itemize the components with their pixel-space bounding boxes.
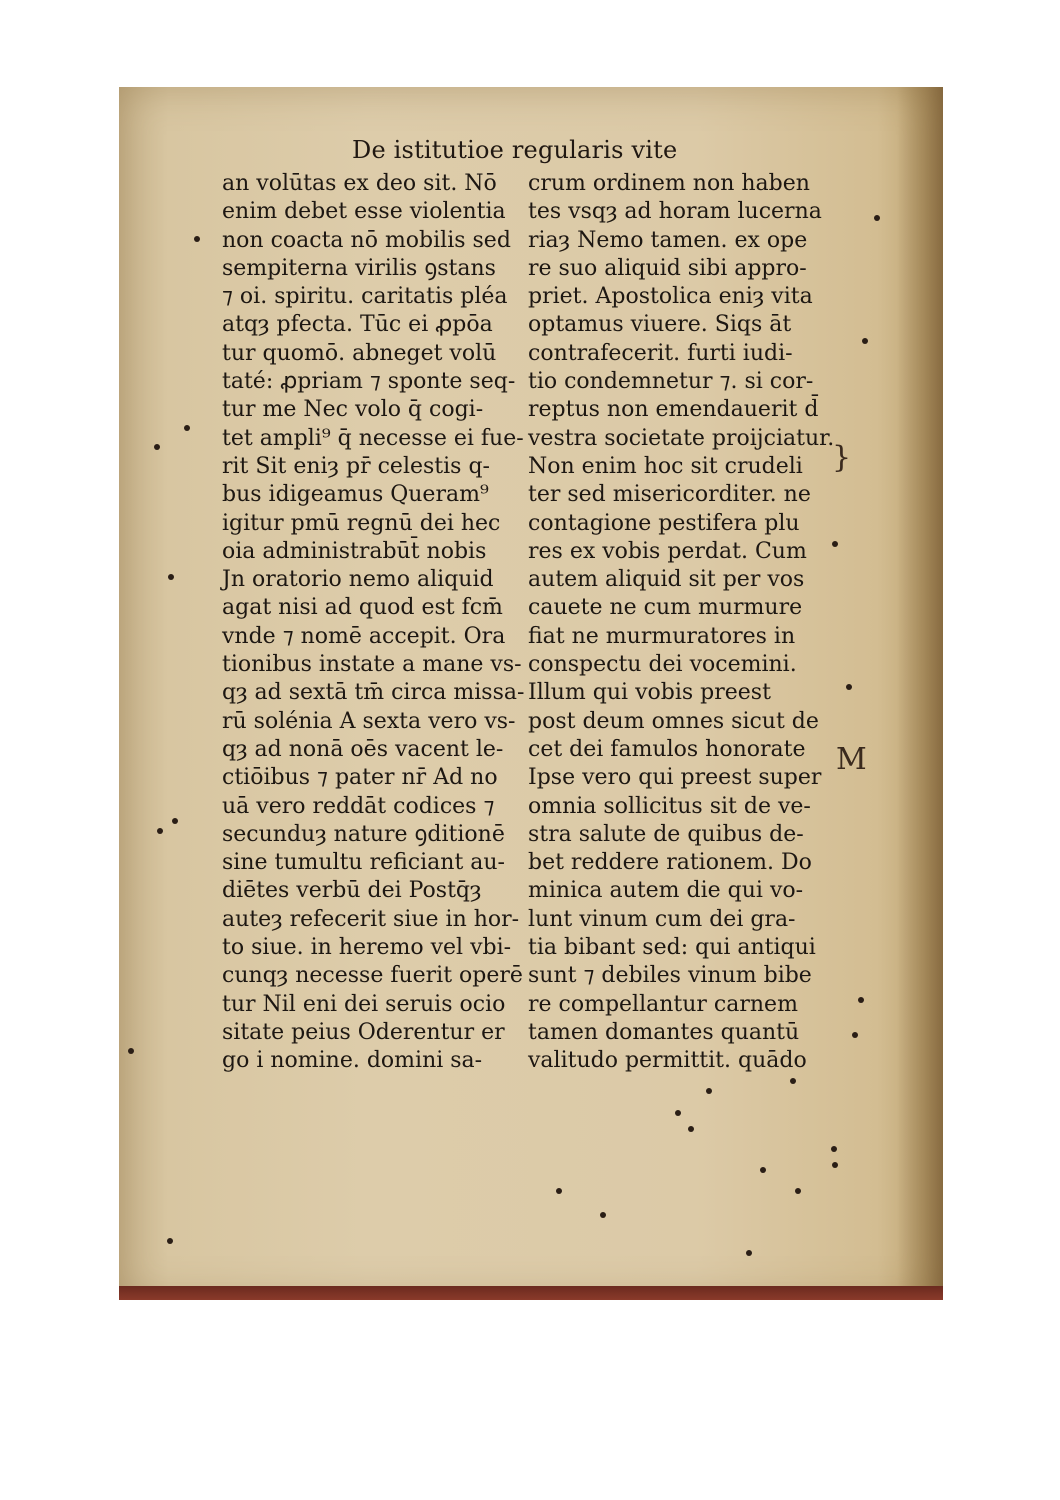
text-line: minica autem die qui vo- — [528, 878, 804, 904]
text-line: go i nomine. domini sa- — [222, 1048, 483, 1074]
text-line: tio condemnetur ⁊. si cor- — [528, 369, 814, 395]
ink-speck — [675, 1110, 681, 1116]
text-line: contagione pestifera plu — [528, 510, 800, 536]
text-line: enim debet esse violentia — [222, 199, 506, 225]
text-line: tia bibant sed: qui antiqui — [528, 935, 816, 961]
margin-bracket-mark: } — [832, 440, 852, 475]
text-line: stra salute de quibus de- — [528, 821, 804, 847]
text-line: tes vsqȝ ad horam lucerna — [528, 199, 822, 225]
text-line: tet ampli⁹ q̄ necesse ei fue- — [222, 425, 524, 451]
text-line: agat nisi ad quod est fcm̄ — [222, 595, 503, 621]
text-line: oia administrabūt̄ nobis — [222, 538, 487, 564]
ink-speck — [746, 1250, 752, 1256]
ink-speck — [795, 1188, 801, 1194]
text-line: lunt vinum cum dei gra- — [528, 906, 796, 932]
text-line: optamus viuere. Siqs āt — [528, 312, 792, 338]
text-line: an volūtas ex deo sit. Nō — [222, 171, 497, 196]
text-line: to siue. in heremo vel vbi- — [222, 935, 512, 961]
text-line: rit Sit eniȝ pr̄ celestis q- — [222, 453, 490, 479]
page-gutter-shadow — [897, 87, 943, 1300]
ink-speck — [846, 684, 852, 690]
text-line: atqȝ pfecta. Tūc ei ꝓpōa — [222, 312, 493, 338]
ink-speck — [600, 1212, 606, 1218]
text-line: secunduȝ nature ꝯditionē — [222, 821, 505, 847]
text-line: sitate peius Oderentur er — [222, 1019, 505, 1045]
text-line: valitudo permittit. quādo — [528, 1048, 807, 1074]
ink-speck — [874, 215, 880, 221]
ink-speck — [556, 1188, 562, 1194]
text-line: vnde ⁊ nomē accepit. Ora — [222, 623, 506, 649]
text-line: igitur pmū regnū dei hec — [222, 510, 501, 536]
ink-speck — [832, 1162, 838, 1168]
left-text-column — [222, 170, 525, 1076]
text-line: Jn oratorio nemo aliquid — [222, 567, 494, 593]
running-head: De istitutioe regularis vite — [352, 136, 678, 164]
margin-numeral-mark: M — [836, 742, 867, 777]
text-line: cunqȝ necesse fuerit operē — [222, 963, 523, 989]
text-line: sempiterna virilis ꝯstans — [222, 255, 496, 281]
text-line: bus idigeamus Queram⁹ — [222, 482, 489, 508]
text-line: omnia sollicitus sit de ve- — [528, 793, 811, 819]
text-line: tionibus instate a mane vs- — [222, 652, 522, 678]
ink-speck — [706, 1088, 712, 1094]
text-line: reptus non emendauerit d̄ — [528, 397, 819, 423]
text-line: Non enim hoc sit crudeli — [528, 453, 803, 479]
ink-speck — [184, 425, 190, 431]
text-line: sunt ⁊ debiles vinum bibe — [528, 963, 812, 989]
ink-speck — [688, 1126, 694, 1132]
ink-speck — [831, 1146, 837, 1152]
text-line: Ipse vero qui preest super — [528, 765, 822, 791]
ink-speck — [167, 1238, 173, 1244]
ink-speck — [852, 1032, 858, 1038]
text-line: autem aliquid sit per vos — [528, 567, 805, 593]
text-line: ter sed misericorditer. ne — [528, 482, 811, 508]
text-line: tur Nil eni dei seruis ocio — [222, 991, 506, 1017]
ink-speck — [194, 236, 200, 242]
text-line: cet dei famulos honorate — [528, 736, 806, 762]
text-line: non coacta nō mobilis sed — [222, 227, 511, 253]
text-line: priet. Apostolica eniȝ vita — [528, 284, 813, 310]
text-line: re suo aliquid sibi appro- — [528, 255, 807, 281]
text-line: auteȝ refecerit siue in hor- — [222, 906, 520, 932]
text-line: res ex vobis perdat. Cum — [528, 538, 807, 564]
text-line: diētes verbū dei Postq̄ȝ — [222, 878, 482, 904]
ink-speck — [168, 574, 174, 580]
text-line: tur quomō. abneget volū — [222, 340, 497, 366]
ink-speck — [157, 828, 163, 834]
ink-speck — [760, 1167, 766, 1173]
text-line: fiat ne murmuratores in — [528, 623, 796, 649]
text-line: cauete ne cum murmure — [528, 595, 803, 621]
text-line: re compellantur carnem — [528, 991, 798, 1017]
text-line: ⁊ oi. spiritu. caritatis pléa — [222, 284, 508, 310]
text-line: tamen domantes quantū — [528, 1019, 800, 1045]
text-line: Illum qui vobis preest — [528, 680, 771, 706]
ink-speck — [154, 444, 160, 450]
ink-speck — [832, 541, 838, 547]
text-line: crum ordinem non haben — [528, 171, 810, 196]
right-text-column — [528, 170, 833, 1076]
ink-speck — [862, 338, 868, 344]
ink-speck — [790, 1078, 796, 1084]
ink-speck — [128, 1048, 134, 1054]
text-line: qȝ ad nonā oēs vacent le- — [222, 736, 504, 762]
text-line: contrafecerit. furti iudi- — [528, 340, 793, 366]
text-line: tur me Nec volo q̄ cogi- — [222, 397, 484, 423]
text-line: vestra societate proijciatur. — [528, 425, 835, 451]
text-line: taté: ꝓpriam ⁊ sponte seq- — [222, 369, 516, 395]
text-line: riaȝ Nemo tamen. ex ope — [528, 227, 808, 253]
text-line: post deum omnes sicut de — [528, 708, 819, 734]
ink-speck — [172, 818, 178, 824]
text-line: qȝ ad sextā tm̄ circa missa- — [222, 680, 525, 706]
ink-speck — [858, 997, 864, 1003]
text-line: conspectu dei vocemini. — [528, 652, 797, 678]
text-line: bet reddere rationem. Do — [528, 850, 812, 876]
text-line: rū solénia A sexta vero vs- — [222, 708, 516, 734]
text-line: ctiōibus ⁊ pater nr̄ Ad no — [222, 765, 498, 791]
text-line: sine tumultu reficiant au- — [222, 850, 505, 876]
text-line: uā vero reddāt codices ⁊ — [222, 793, 495, 819]
